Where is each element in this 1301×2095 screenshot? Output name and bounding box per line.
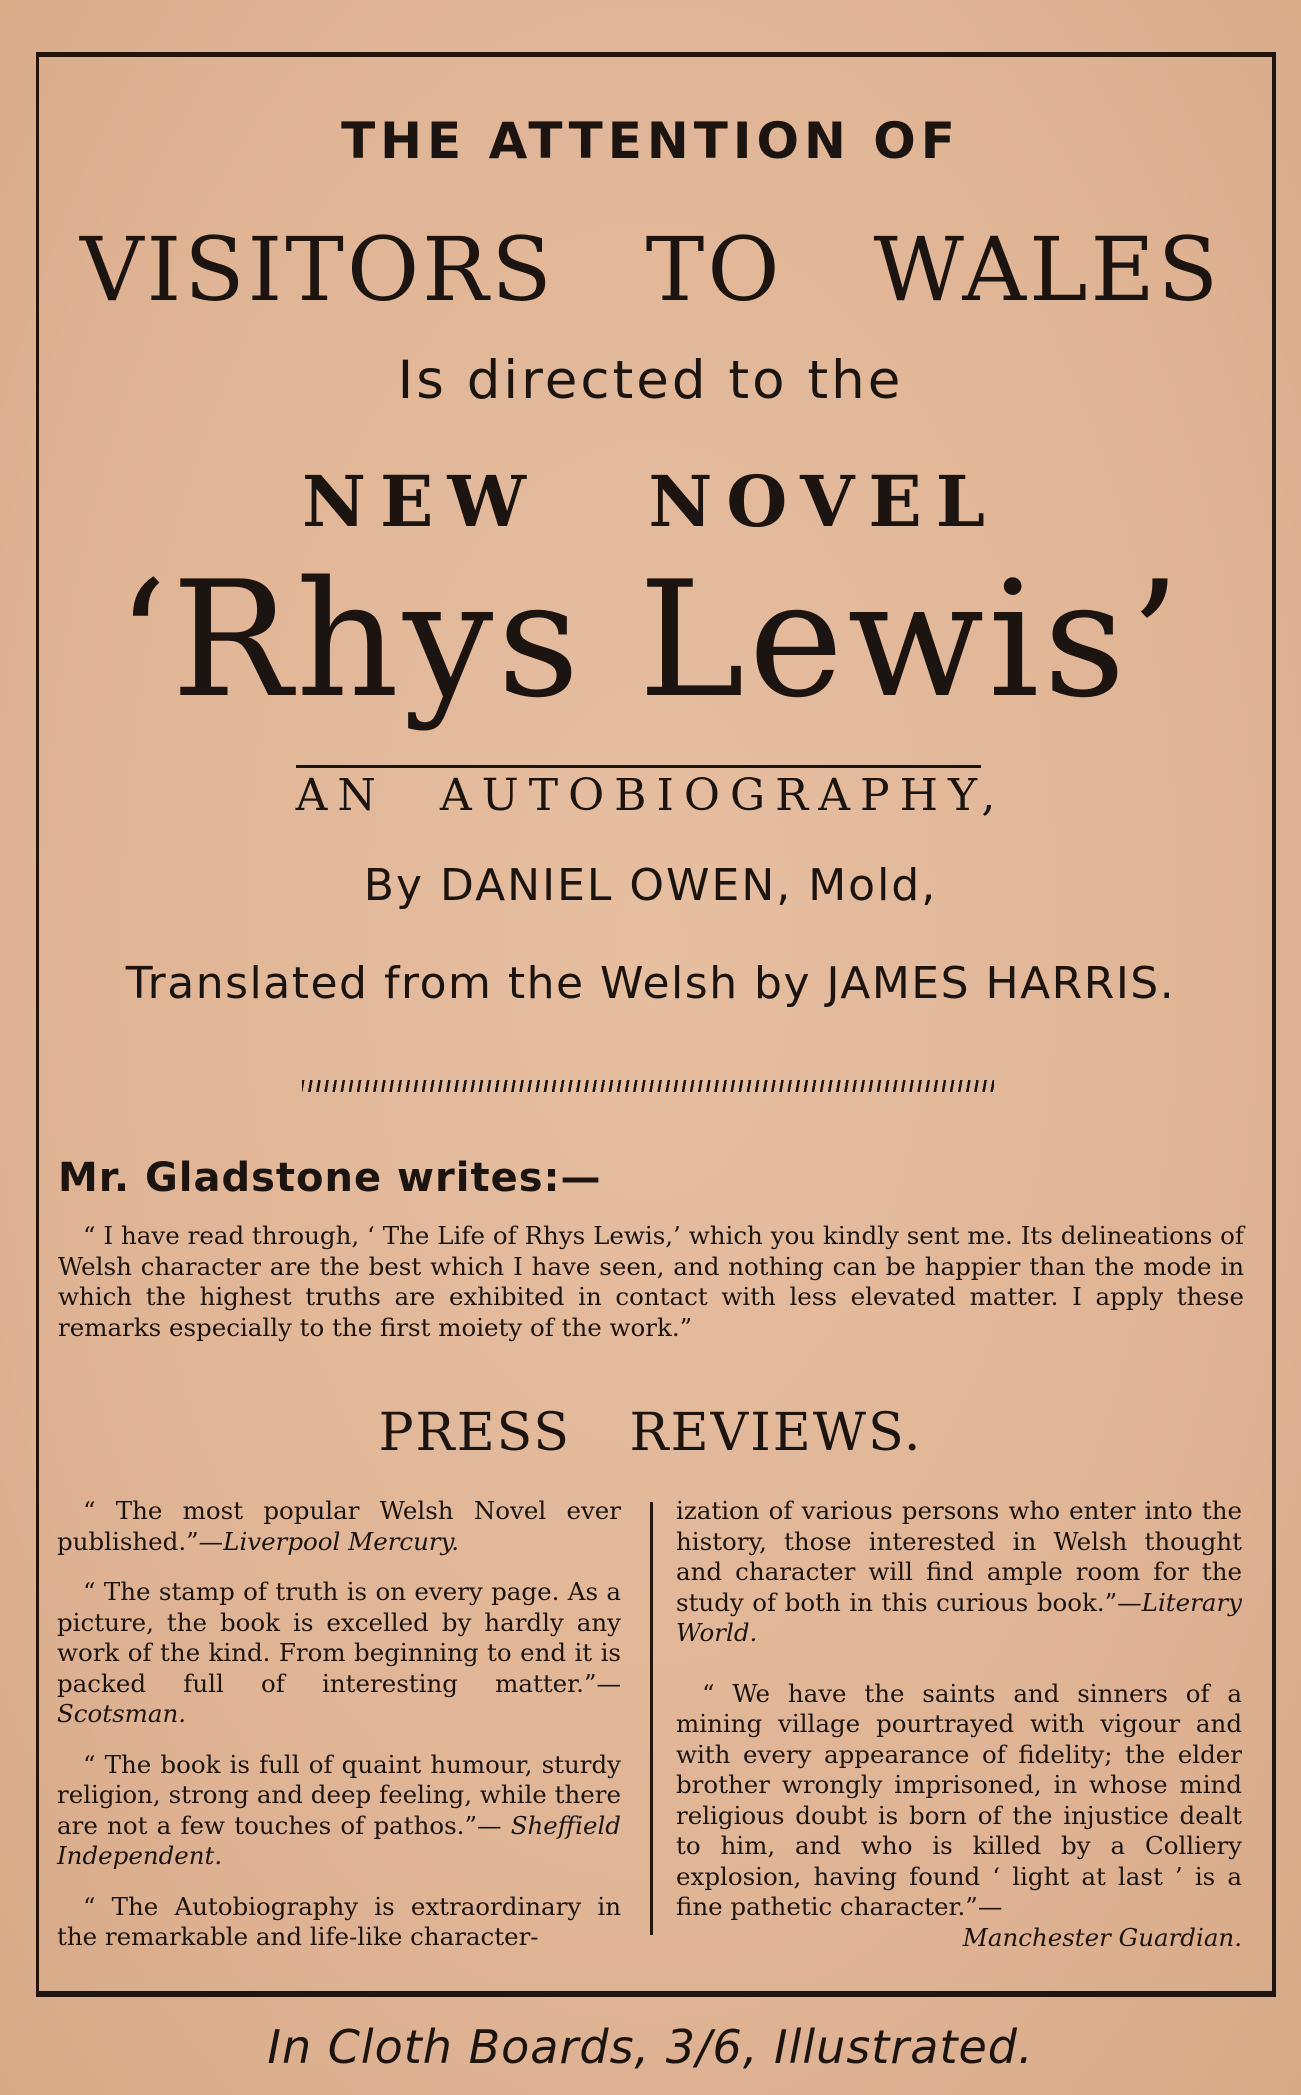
subtitle-comma: ,: [981, 770, 1006, 821]
heading-attention: THE ATTENTION OF: [341, 112, 960, 170]
gladstone-quote: “ I have read through, ‘ The Life of Rhys Lewis,’ which you kindly sent me. Its delineations of Welsh character are the best which I have seen, and nothing can be happier than the mode in which the highest truths are exhibited in contact with less elevated matter. I apply these remarks especially to the first moiety of the work.”: [58, 1221, 1244, 1342]
translator-line: Translated from the Welsh by JAMES HARRIS.: [125, 958, 1176, 1009]
review-source: Scotsman.: [57, 1699, 187, 1728]
review-source: Liverpool Mercury.: [223, 1526, 460, 1556]
review-literary-end: ization of various persons who enter into the history, those interested in Welsh thought and character will find ample room for the study of both in this curious book.”—Literary World.: [676, 1496, 1242, 1647]
review-scotsman: “ The stamp of truth is on every page. As a picture, the book is excelled by hardly any work of the kind. From beginning to end it is packed full of interesting matter.”—Scotsman.: [57, 1577, 621, 1728]
book-title: ‘Rhys Lewis’: [116, 546, 1185, 733]
hatched-divider: [302, 1080, 994, 1092]
book-subtitle: [0, 770, 1301, 821]
review-literary-start: “ The Autobiography is extraordinary in the remarkable and life-like character-: [57, 1891, 621, 1951]
heading-visitors: VISITORS TO WALES: [79, 218, 1222, 321]
review-sheffield: “ The book is full of quaint humour, sturdy religion, strong and deep feeling, while there are not a few touches of pathos.”— Sheffield Independent.: [57, 1749, 621, 1870]
column-divider: [650, 1502, 653, 1935]
review-source: Sheffield Independent.: [57, 1810, 621, 1870]
heading-directed: Is directed to the: [397, 350, 904, 411]
subtitle-text: AN AUTOBIOGRAPHY: [296, 765, 982, 821]
author-byline: By DANIEL OWEN, Mold,: [363, 860, 938, 911]
gladstone-heading: Mr. Gladstone writes:—: [58, 1155, 602, 1201]
reviews-right-column: [676, 1496, 1242, 1973]
press-reviews-heading: PRESS REVIEWS.: [378, 1403, 923, 1463]
review-source: Manchester Guardian.: [962, 1922, 1242, 1952]
heading-new-novel: NEW NOVEL: [302, 460, 999, 543]
review-source: Literary World.: [676, 1587, 1242, 1647]
review-liverpool: “ The most popular Welsh Novel ever published.”—Liverpool Mercury.: [57, 1496, 621, 1556]
reviews-left-column: [57, 1496, 621, 1973]
review-manchester: “ We have the saints and sinners of a mining village pourtrayed with vigour and with every appearance of fidelity; the elder brother wrongly imprisoned, in whose mind religious doubt is born of the injustice dealt to him, and who is killed by a Colliery explosion, having found ‘ light at last ’ is a fine pathetic character.”— Manchester Guardian.: [676, 1678, 1242, 1952]
price-footer: In Cloth Boards, 3/6, Illustrated.: [267, 2020, 1034, 2074]
